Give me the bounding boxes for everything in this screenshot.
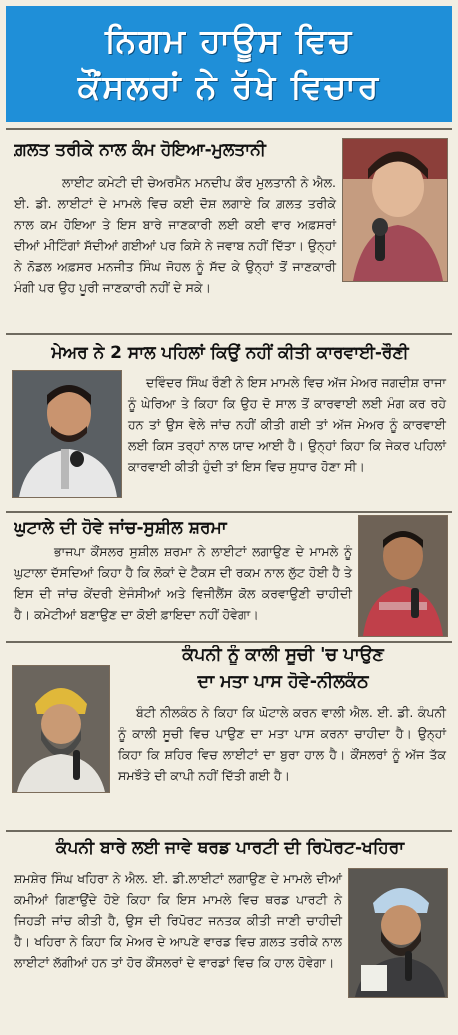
- section-4-headline-line-2: ਦਾ ਮਤਾ ਪਾਸ ਹੋਵੇ-ਨੀਲਕੰਠ: [197, 672, 369, 692]
- section-4-photo: [12, 665, 110, 793]
- section-2-body: ਦਵਿੰਦਰ ਸਿੰਘ ਰੌਣੀ ਨੇ ਇਸ ਮਾਮਲੇ ਵਿਚ ਅੱਜ ਮੇਅਰ ਜਗਦੀਸ਼ ਰਾਜਾ ਨੂੰ ਘੇਰਿਆ ਤੇ ਕਿਹਾ ਕਿ ਉਹ ਦੋ ਸਾਲ ਤੋਂ ਕਾਰਵਾਈ ਲਈ ਮੰਗ ਕਰ ਰਹੇ ਹਨ ਤਾਂ ਉਸ ਵੇਲੇ ਜਾਂਚ ਨਹੀਂ ਕੀਤੀ ਗਈ ਤਾਂ ਅੱਜ ਮੇਅਰ ਨੂੰ ਕਾਰਵਾਈ ਲਈ ਕਿਸ ਤਰ੍ਹਾਂ ਨਾਲ ਯਾਦ ਆਈ ਹੈ। ਉਨ੍ਹਾਂ ਕਿਹਾ ਕਿ ਜੇਕਰ ਪਹਿਲਾਂ ਕਾਰਵਾਈ ਕੀਤੀ ਹੁੰਦੀ ਤਾਂ ਇਸ ਵਿਚ ਸੁਧਾਰ ਹੋਣਾ ਸੀ।: [128, 375, 446, 474]
- section-divider: [6, 641, 452, 643]
- section-divider: [6, 511, 452, 513]
- portrait-turbaned-man-icon: [349, 869, 447, 997]
- section-divider: [6, 333, 452, 335]
- banner-title-line-2: ਕੌਂਸਲਰਾਂ ਨੇ ਰੱਖੇ ਵਿਚਾਰ: [77, 67, 381, 106]
- section-1-body: ਲਾਈਟ ਕਮੇਟੀ ਦੀ ਚੇਅਰਮੈਨ ਮਨਦੀਪ ਕੌਰ ਮੁਲਤਾਨੀ ਨੇ ਐਲ. ਈ. ਡੀ. ਲਾਈਟਾਂ ਦੇ ਮਾਮਲੇ ਵਿਚ ਕਈ ਦੋਸ਼ ਲਗਾਏ ਕਿ ਗ਼ਲਤ ਤਰੀਕੇ ਨਾਲ ਕਮ ਹੋਇਆ ਤੇ ਇਸ ਬਾਰੇ ਜਾਣਕਾਰੀ ਲਈ ਕਈ ਵਾਰ ਅਫ਼ਸਰਾਂ ਦੀਆਂ ਮੀਟਿੰਗਾਂ ਸੱਦੀਆਂ ਗਈਆਂ ਪਰ ਕਿਸੇ ਨੇ ਜਵਾਬ ਨਹੀਂ ਦਿੱਤਾ। ਉਨ੍ਹਾਂ ਨੇ ਨੋਡਲ ਅਫ਼ਸਰ ਮਨਜੀਤ ਸਿੰਘ ਜੋਹਲ ਨੂੰ ਸੱਦ ਕੇ ਉਨ੍ਹਾਂ ਤੋਂ ਜਾਣਕਾਰੀ ਮੰਗੀ ਪਰ ਉਹ ਪੂਰੀ ਜਾਣਕਾਰੀ ਨਹੀਂ ਦੇ ਸਕੇ।: [14, 175, 336, 295]
- section-5-body: ਸ਼ਮਸ਼ੇਰ ਸਿੰਘ ਖਹਿਰਾ ਨੇ ਐਲ. ਈ. ਡੀ.ਲਾਈਟਾਂ ਲਗਾਉਣ ਦੇ ਮਾਮਲੇ ਦੀਆਂ ਕਮੀਆਂ ਗਿਣਾਉਂਦੇ ਹੋਏ ਕਿਹਾ ਕਿ ਇਸ ਮਾਮਲੇ ਵਿਚ ਥਰਡ ਪਾਰਟੀ ਨੇ ਜਿਹੜੀ ਜਾਂਚ ਕੀਤੀ ਹੈ, ਉਸ ਦੀ ਰਿਪੋਰਟ ਜਨਤਕ ਕੀਤੀ ਜਾਣੀ ਚਾਹੀਦੀ ਹੈ। ਖਹਿਰਾ ਨੇ ਕਿਹਾ ਕਿ ਮੇਅਰ ਦੇ ਆਪਣੇ ਵਾਰਡ ਵਿਚ ਗ਼ਲਤ ਤਰੀਕੇ ਨਾਲ ਲਾਈਟਾਂ ਲੱਗੀਆਂ ਹਨ ਤਾਂ ਹੋਰ ਕੌਂਸਲਰਾਂ ਦੇ ਵਾਰਡਾਂ ਵਿਚ ਕਿ ਹਾਲ ਹੋਵੇਗਾ।: [14, 871, 342, 970]
- portrait-man-icon: [359, 516, 447, 636]
- section-4-body: ਬੰਟੀ ਨੀਲਕੰਠ ਨੇ ਕਿਹਾ ਕਿ ਘੋਟਾਲੇ ਕਰਨ ਵਾਲੀ ਐਲ. ਈ. ਡੀ. ਕੰਪਨੀ ਨੂੰ ਕਾਲੀ ਸੂਚੀ ਵਿਚ ਪਾਉਣ ਦਾ ਮਤਾ ਪਾਸ ਕਰਨਾ ਚਾਹੀਦਾ ਹੈ। ਉਨ੍ਹਾਂ ਕਿਹਾ ਕਿ ਸ਼ਹਿਰ ਵਿਚ ਲਾਈਟਾਂ ਦਾ ਬੁਰਾ ਹਾਲ ਹੈ। ਕੌਂਸਲਰਾਂ ਨੂੰ ਅੱਜ ਤੱਕ ਸਮਝੌਤੇ ਦੀ ਕਾਪੀ ਨਹੀਂ ਦਿੱਤੀ ਗਈ ਹੈ।: [118, 705, 446, 783]
- section-2-headline: ਮੇਅਰ ਨੇ 2 ਸਾਲ ਪਹਿਲਾਂ ਕਿਉਂ ਨਹੀਂ ਕੀਤੀ ਕਾਰਵਾਈ-ਰੌਣੀ: [51, 343, 409, 363]
- section-5-photo: [348, 868, 448, 998]
- section-1-photo: [342, 138, 448, 282]
- portrait-man-icon: [13, 371, 121, 497]
- portrait-woman-icon: [343, 139, 447, 281]
- section-1-headline: ਗ਼ਲਤ ਤਰੀਕੇ ਨਾਲ ਕੰਮ ਹੋਇਆ-ਮੁਲਤਾਨੀ: [14, 140, 266, 160]
- section-divider: [6, 128, 452, 130]
- section-4-headline-line-1: ਕੰਪਨੀ ਨੂੰ ਕਾਲੀ ਸੂਚੀ 'ਚ ਪਾਉਣ: [182, 645, 384, 665]
- section-divider: [6, 830, 452, 832]
- section-3-body: ਭਾਜਪਾ ਕੌਂਸਲਰ ਸੁਸ਼ੀਲ ਸ਼ਰਮਾ ਨੇ ਲਾਈਟਾਂ ਲਗਾਉਣ ਦੇ ਮਾਮਲੇ ਨੂੰ ਘੁਟਾਲਾ ਦੱਸਦਿਆਂ ਕਿਹਾ ਹੈ ਕਿ ਲੋਕਾਂ ਦੇ ਟੈਕਸ ਦੀ ਰਕਮ ਨਾਲ ਲੁੱਟ ਹੋਈ ਹੈ ਤੇ ਇਸ ਦੀ ਜਾਂਚ ਕੇਂਦਰੀ ਏਜੰਸੀਆਂ ਅਤੇ ਵਿਜੀਲੈਂਸ ਕੋਲ ਕਰਵਾਉਣੀ ਚਾਹੀਦੀ ਹੈ। ਕਮੇਟੀਆਂ ਬਣਾਉਣ ਦਾ ਕੋਈ ਫ਼ਾਇਦਾ ਨਹੀਂ ਹੋਵੇਗਾ।: [14, 544, 352, 622]
- section-3-photo: [358, 515, 448, 637]
- section-5-headline: ਕੰਪਨੀ ਬਾਰੇ ਲਈ ਜਾਵੇ ਥਰਡ ਪਾਰਟੀ ਦੀ ਰਿਪੋਰਟ-ਖਹਿਰਾ: [55, 838, 405, 858]
- banner-title-line-1: ਨਿਗਮ ਹਾਊਸ ਵਿਚ: [105, 21, 353, 60]
- section-2-photo: [12, 370, 122, 498]
- section-3-headline: ਘੁਟਾਲੇ ਦੀ ਹੋਵੇ ਜਾਂਚ-ਸੁਸ਼ੀਲ ਸ਼ਰਮਾ: [14, 518, 227, 538]
- portrait-turbaned-man-icon: [13, 666, 109, 792]
- banner: [6, 6, 452, 122]
